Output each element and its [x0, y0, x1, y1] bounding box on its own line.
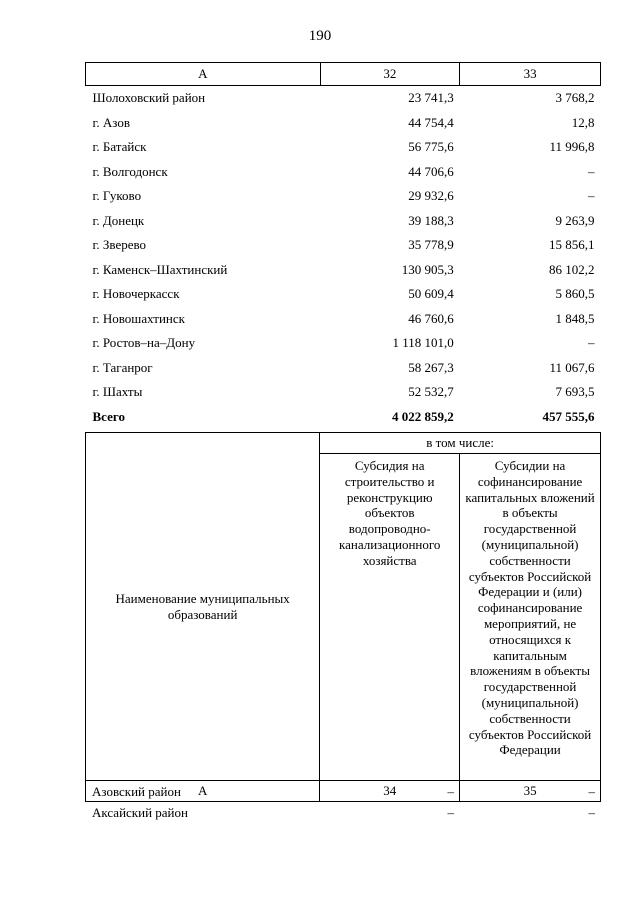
table-row	[86, 258, 601, 283]
value-cell: 52 532,7	[408, 384, 454, 400]
value-cell: 50 609,4	[408, 286, 454, 302]
table-row	[86, 380, 601, 405]
municipality-name: Шолоховский район	[92, 90, 206, 106]
table-row	[85, 802, 601, 823]
table-row	[86, 184, 601, 209]
value-cell: 44 706,6	[408, 163, 454, 179]
total-label: Всего	[92, 408, 125, 424]
table-row	[86, 356, 601, 381]
value-cell: –	[588, 783, 595, 799]
value-cell: 3 768,2	[555, 90, 595, 106]
municipality-name: г. Донецк	[92, 212, 145, 228]
value-cell: 9 263,9	[555, 212, 595, 228]
continuation-table	[85, 781, 601, 823]
value-cell: 11 067,6	[549, 359, 595, 375]
municipality-name: Азовский район	[92, 783, 181, 799]
total-value: 4 022 859,2	[392, 408, 454, 424]
municipality-name: г. Новошахтинск	[92, 310, 185, 326]
value-cell: 29 932,6	[408, 188, 454, 204]
column-35-description: Субсидии на софинансирование капитальных вложений в объекты государственной (муниципальной) собственности субъектов Российской Федерации и (или) софинансирование мероприятий, не относящихся к капитальным вложениям в объекты государственной (муниципальной) собственности субъектов Российской Федерации	[460, 454, 601, 781]
page-number: 190	[308, 28, 332, 44]
header-cell: 33	[460, 63, 601, 86]
value-cell: 130 905,3	[401, 261, 454, 277]
value-cell: –	[588, 188, 595, 204]
value-cell: 1 118 101,0	[392, 335, 454, 351]
value-cell: 5 860,5	[555, 286, 595, 302]
table-row	[86, 160, 601, 185]
table-header-row	[86, 63, 601, 86]
table-row	[86, 282, 601, 307]
value-cell: 58 267,3	[408, 359, 454, 375]
municipality-name: г. Таганрог	[92, 359, 153, 375]
municipality-name: г. Новочеркасск	[92, 286, 180, 302]
value-cell: –	[588, 163, 595, 179]
value-cell: 15 856,1	[549, 237, 595, 253]
value-cell: 44 754,4	[408, 114, 454, 130]
municipality-name: г. Шахты	[92, 384, 143, 400]
municipality-name-header: Наименование муниципальных образований	[86, 433, 320, 781]
total-value: 457 555,6	[542, 408, 595, 424]
value-cell: 86 102,2	[549, 261, 595, 277]
value-cell: 35 778,9	[408, 237, 454, 253]
table-row	[86, 86, 601, 111]
value-cell: 11 996,8	[549, 139, 595, 155]
table-row	[86, 135, 601, 160]
table-row	[85, 781, 601, 802]
municipality-name: г. Азов	[92, 114, 130, 130]
municipality-name: г. Каменск–Шахтинский	[92, 261, 228, 277]
column-description-header	[85, 432, 601, 802]
column-34-description: Субсидия на строительство и реконструкцию объектов водопроводно-канализационного хозяйства	[320, 454, 460, 781]
municipality-name: Аксайский район	[92, 804, 188, 820]
municipality-name: г. Батайск	[92, 139, 147, 155]
table-row	[86, 209, 601, 234]
value-cell: –	[447, 804, 454, 820]
value-cell: –	[447, 783, 454, 799]
value-cell: 56 775,6	[408, 139, 454, 155]
column-label: 35	[460, 781, 601, 802]
including-subheader: в том числе:	[320, 433, 601, 454]
value-cell: –	[588, 335, 595, 351]
header-cell: 32	[320, 63, 460, 86]
municipality-name: г. Волгодонск	[92, 163, 168, 179]
table-row	[86, 331, 601, 356]
total-row	[86, 405, 601, 430]
value-cell: 39 188,3	[408, 212, 454, 228]
table-row	[86, 111, 601, 136]
value-cell: 7 693,5	[555, 384, 595, 400]
value-cell: 12,8	[571, 114, 595, 130]
value-cell: 1 848,5	[555, 310, 595, 326]
municipality-name: г. Ростов–на–Дону	[92, 335, 196, 351]
value-cell: 46 760,6	[408, 310, 454, 326]
column-label: А	[86, 781, 320, 802]
table-row	[86, 233, 601, 258]
municipal-subsidy-table	[85, 62, 601, 429]
column-label: 34	[320, 781, 460, 802]
value-cell: 23 741,3	[408, 90, 454, 106]
table-row	[86, 307, 601, 332]
value-cell: –	[588, 804, 595, 820]
municipality-name: г. Гуково	[92, 188, 142, 204]
header-cell: А	[86, 63, 321, 86]
municipality-name: г. Зверево	[92, 237, 147, 253]
